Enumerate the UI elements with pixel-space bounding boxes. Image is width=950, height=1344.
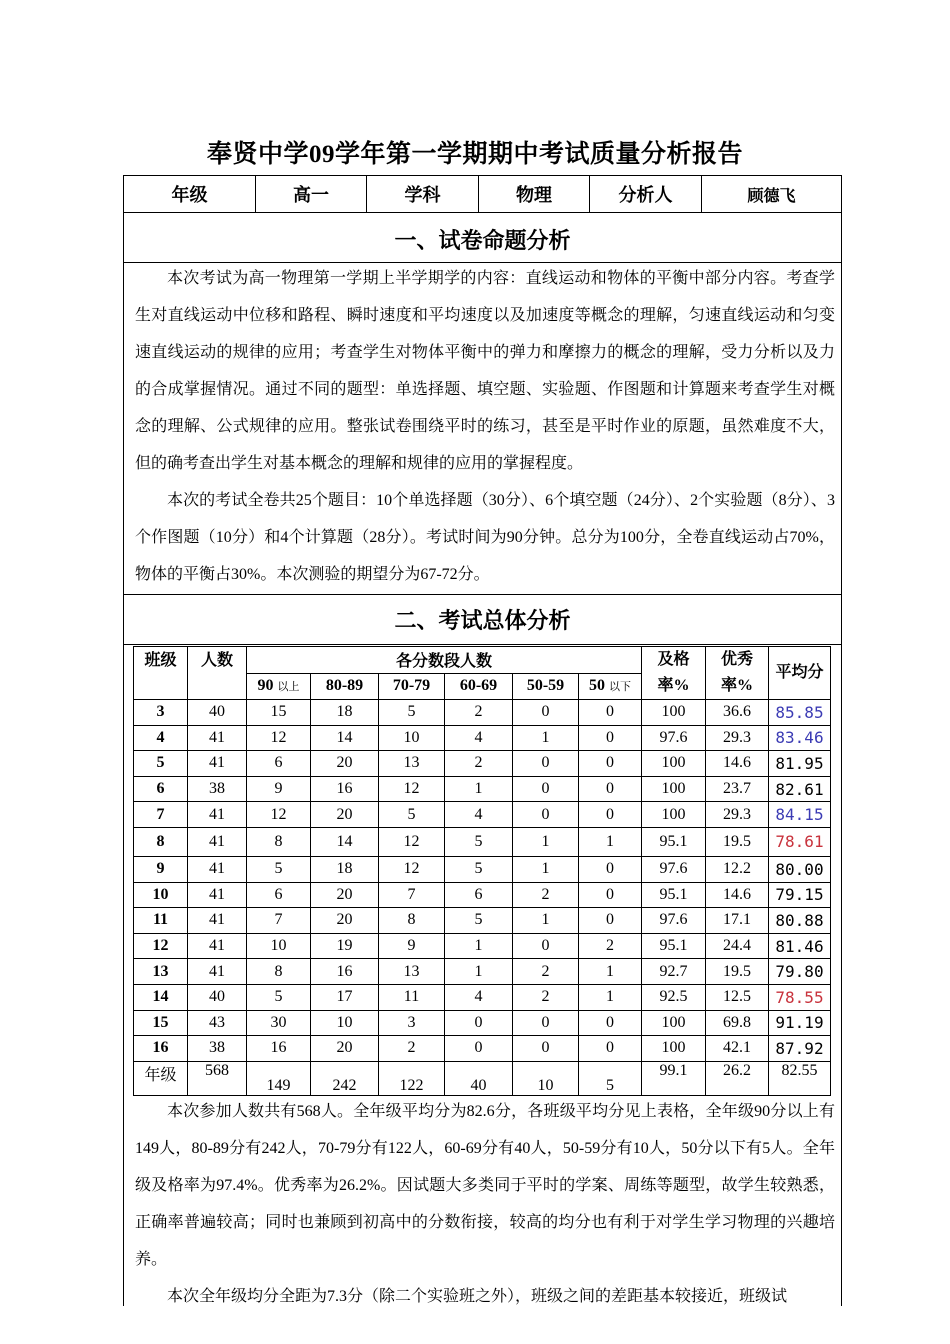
- table-row: [134, 827, 831, 856]
- band-70-79-cell: 11: [379, 984, 445, 1010]
- pass-rate-cell: 97.6: [642, 908, 706, 934]
- page-title: 奉贤中学09学年第一学期期中考试质量分析报告: [206, 141, 743, 168]
- pass-rate-cell: 100: [642, 1010, 706, 1036]
- pass-rate-cell: 95.1: [642, 882, 706, 908]
- band-70-79-cell: 12: [379, 856, 445, 882]
- table-row: [134, 959, 831, 985]
- average-cell: 85.85: [769, 700, 831, 726]
- header-band-90-up: [247, 673, 311, 700]
- band-60-69-cell: 4: [445, 725, 513, 751]
- band-60-69-cell: 5: [445, 827, 513, 856]
- class-cell: 6: [134, 776, 188, 802]
- band-80-89-cell: 20: [311, 908, 379, 934]
- band-90-up-cell: 16: [247, 1036, 311, 1062]
- pass-rate-cell: 92.5: [642, 984, 706, 1010]
- band-90-up-cell: 6: [247, 882, 311, 908]
- band-90-up-cell: 30: [247, 1010, 311, 1036]
- count-cell: 41: [188, 908, 247, 934]
- pass-rate-cell: 97.6: [642, 725, 706, 751]
- band-80-89-cell: 14: [311, 827, 379, 856]
- band-50-59-cell: 10: [513, 1061, 579, 1095]
- band-60-69-cell: 0: [445, 1010, 513, 1036]
- info-table: [124, 176, 841, 213]
- band-50-below-cell: 0: [579, 1036, 642, 1062]
- excellent-rate-cell: 42.1: [706, 1036, 769, 1062]
- band-suffix: 以上: [277, 681, 300, 694]
- header-band-50-59: 50-59: [513, 673, 579, 700]
- subject-value: 物理: [479, 176, 590, 213]
- average-cell: 82.61: [769, 776, 831, 802]
- table-row: [134, 1036, 831, 1062]
- band-50-below-cell: 2: [579, 933, 642, 959]
- band-50-59-cell: 0: [513, 1010, 579, 1036]
- band-70-79-cell: 12: [379, 776, 445, 802]
- band-60-69-cell: 0: [445, 1036, 513, 1062]
- average-cell: 80.88: [769, 908, 831, 934]
- band-80-89-cell: 20: [311, 882, 379, 908]
- count-cell: 41: [188, 856, 247, 882]
- band-60-69-cell: 4: [445, 984, 513, 1010]
- excellent-rate-cell: 14.6: [706, 882, 769, 908]
- table-row-total: [134, 1061, 831, 1095]
- band-70-79-cell: 13: [379, 751, 445, 777]
- band-value: 50: [589, 677, 605, 695]
- band-50-59-cell: 0: [513, 933, 579, 959]
- pass-rate-cell: 100: [642, 1036, 706, 1062]
- band-80-89-cell: 20: [311, 802, 379, 828]
- band-70-79-cell: 13: [379, 959, 445, 985]
- band-suffix: 以下: [609, 681, 631, 694]
- band-60-69-cell: 1: [445, 933, 513, 959]
- count-cell: 38: [188, 776, 247, 802]
- band-50-below-cell: 0: [579, 1010, 642, 1036]
- class-cell: 3: [134, 700, 188, 726]
- band-80-89-cell: 20: [311, 751, 379, 777]
- excellent-rate-cell: 29.3: [706, 725, 769, 751]
- table-row: [134, 984, 831, 1010]
- band-70-79-cell: 7: [379, 882, 445, 908]
- analyst-label: 分析人: [590, 176, 702, 213]
- pass-rate-cell: 100: [642, 776, 706, 802]
- average-cell: 78.61: [769, 827, 831, 856]
- class-cell: 10: [134, 882, 188, 908]
- section2-paragraph-2: 本次全年级均分全距为7.3分（除二个实验班之外），班级之间的差距基本较接近，班级试: [167, 1288, 788, 1305]
- count-cell: 40: [188, 700, 247, 726]
- band-70-79-cell: 10: [379, 725, 445, 751]
- band-80-89-cell: 18: [311, 700, 379, 726]
- header-count: 人数: [188, 647, 247, 700]
- header-pass-rate: 及格率%: [642, 647, 706, 700]
- subject-label: 学科: [367, 176, 479, 213]
- pass-rate-cell: 97.6: [642, 856, 706, 882]
- average-cell: 80.00: [769, 856, 831, 882]
- class-cell: 年级: [134, 1061, 188, 1095]
- band-90-up-cell: 12: [247, 802, 311, 828]
- band-90-up-cell: 8: [247, 827, 311, 856]
- average-cell: 78.55: [769, 984, 831, 1010]
- average-cell: 81.95: [769, 751, 831, 777]
- band-70-79-cell: 5: [379, 802, 445, 828]
- excellent-rate-cell: 23.7: [706, 776, 769, 802]
- band-60-69-cell: 4: [445, 802, 513, 828]
- band-50-59-cell: 0: [513, 751, 579, 777]
- count-cell: 41: [188, 725, 247, 751]
- table-row: [134, 856, 831, 882]
- band-90-up-cell: 5: [247, 984, 311, 1010]
- band-50-59-cell: 0: [513, 1036, 579, 1062]
- band-50-59-cell: 0: [513, 802, 579, 828]
- header-band-80-89: 80-89: [311, 673, 379, 700]
- count-cell: 41: [188, 959, 247, 985]
- score-table: [133, 646, 831, 1096]
- band-70-79-cell: 12: [379, 827, 445, 856]
- band-50-below-cell: 0: [579, 700, 642, 726]
- count-cell: 41: [188, 882, 247, 908]
- grade-label: 年级: [124, 176, 256, 213]
- class-cell: 14: [134, 984, 188, 1010]
- band-50-59-cell: 1: [513, 725, 579, 751]
- band-80-89-cell: 20: [311, 1036, 379, 1062]
- excellent-rate-cell: 26.2: [706, 1061, 769, 1095]
- band-60-69-cell: 2: [445, 700, 513, 726]
- band-80-89-cell: 17: [311, 984, 379, 1010]
- band-90-up-cell: 10: [247, 933, 311, 959]
- pass-rate-cell: 99.1: [642, 1061, 706, 1095]
- band-60-69-cell: 1: [445, 959, 513, 985]
- class-cell: 13: [134, 959, 188, 985]
- band-50-below-cell: 1: [579, 959, 642, 985]
- count-cell: 38: [188, 1036, 247, 1062]
- band-50-below-cell: 5: [579, 1061, 642, 1095]
- band-50-below-cell: 0: [579, 856, 642, 882]
- excellent-rate-cell: 36.6: [706, 700, 769, 726]
- class-cell: 11: [134, 908, 188, 934]
- band-50-below-cell: 0: [579, 908, 642, 934]
- count-cell: 43: [188, 1010, 247, 1036]
- band-70-79-cell: 8: [379, 908, 445, 934]
- band-50-59-cell: 2: [513, 984, 579, 1010]
- excellent-rate-cell: 12.5: [706, 984, 769, 1010]
- pass-rate-cell: 95.1: [642, 933, 706, 959]
- band-90-up-cell: 149: [247, 1061, 311, 1095]
- band-50-59-cell: 2: [513, 882, 579, 908]
- band-50-below-cell: 0: [579, 776, 642, 802]
- band-80-89-cell: 10: [311, 1010, 379, 1036]
- excellent-rate-cell: 29.3: [706, 802, 769, 828]
- average-cell: 79.15: [769, 882, 831, 908]
- band-70-79-cell: 9: [379, 933, 445, 959]
- average-cell: 83.46: [769, 725, 831, 751]
- grade-value: 高一: [256, 176, 367, 213]
- section2-paragraph-1: 本次参加人数共有568人。全年级平均分为82.6分，各班级平均分见上表格，全年级90分以上有149人，80-89分有242人，70-79分有122人，60-69分有40人，50-59分有10人，50分以下有5人。全年级及格率为97.4%。优秀率为26.2%。因试题大多类同于平时的学案、周练等题型，故学生较熟悉，正确率普遍较高；同时也兼顾到初高中的分数衔接，较高的均分也有利于对学生学习物理的兴趣培养。: [135, 1103, 835, 1268]
- class-cell: 16: [134, 1036, 188, 1062]
- table-row: [134, 802, 831, 828]
- band-70-79-cell: 2: [379, 1036, 445, 1062]
- band-90-up-cell: 7: [247, 908, 311, 934]
- band-80-89-cell: 16: [311, 959, 379, 985]
- band-80-89-cell: 18: [311, 856, 379, 882]
- band-60-69-cell: 6: [445, 882, 513, 908]
- excellent-rate-cell: 69.8: [706, 1010, 769, 1036]
- count-cell: 41: [188, 827, 247, 856]
- class-cell: 8: [134, 827, 188, 856]
- band-50-59-cell: 2: [513, 959, 579, 985]
- average-cell: 81.46: [769, 933, 831, 959]
- band-90-up-cell: 5: [247, 856, 311, 882]
- band-50-59-cell: 0: [513, 776, 579, 802]
- table-row: [134, 908, 831, 934]
- header-average: 平均分: [769, 647, 831, 700]
- table-row: [134, 751, 831, 777]
- class-cell: 15: [134, 1010, 188, 1036]
- average-cell: 79.80: [769, 959, 831, 985]
- pass-rate-cell: 95.1: [642, 827, 706, 856]
- table-row: [134, 700, 831, 726]
- class-cell: 4: [134, 725, 188, 751]
- class-cell: 9: [134, 856, 188, 882]
- header-band-60-69: 60-69: [445, 673, 513, 700]
- table-row: [134, 882, 831, 908]
- band-70-79-cell: 5: [379, 700, 445, 726]
- band-90-up-cell: 15: [247, 700, 311, 726]
- average-cell: 87.92: [769, 1036, 831, 1062]
- band-50-below-cell: 0: [579, 802, 642, 828]
- band-50-below-cell: 0: [579, 725, 642, 751]
- class-cell: 12: [134, 933, 188, 959]
- band-70-79-cell: 122: [379, 1061, 445, 1095]
- excellent-rate-cell: 19.5: [706, 827, 769, 856]
- band-90-up-cell: 12: [247, 725, 311, 751]
- count-cell: 568: [188, 1061, 247, 1095]
- analyst-value: 顾德飞: [702, 176, 842, 213]
- band-50-59-cell: 1: [513, 908, 579, 934]
- band-50-59-cell: 1: [513, 856, 579, 882]
- header-bands: 各分数段人数: [247, 647, 642, 674]
- average-cell: 84.15: [769, 802, 831, 828]
- band-90-up-cell: 8: [247, 959, 311, 985]
- pass-rate-cell: 92.7: [642, 959, 706, 985]
- band-80-89-cell: 14: [311, 725, 379, 751]
- average-cell: 82.55: [769, 1061, 831, 1095]
- excellent-rate-cell: 14.6: [706, 751, 769, 777]
- table-row: [134, 1010, 831, 1036]
- band-90-up-cell: 6: [247, 751, 311, 777]
- band-value: 90: [257, 677, 274, 695]
- band-60-69-cell: 5: [445, 908, 513, 934]
- band-50-59-cell: 1: [513, 827, 579, 856]
- band-60-69-cell: 2: [445, 751, 513, 777]
- section2-heading: 二、考试总体分析: [394, 608, 571, 633]
- pass-rate-cell: 100: [642, 751, 706, 777]
- band-50-below-cell: 0: [579, 751, 642, 777]
- table-row: [134, 776, 831, 802]
- section1-paragraph-2: 本次的考试全卷共25个题目：10个单选择题（30分）、6个填空题（24分）、2个实验题（8分）、3个作图题（10分）和4个计算题（28分）。考试时间为90分钟。总分为100分，全卷直线运动占70%，物体的平衡占30%。本次测验的期望分为67-72分。: [135, 492, 835, 583]
- band-50-below-cell: 1: [579, 984, 642, 1010]
- table-row: [134, 933, 831, 959]
- section2-body: [135, 1093, 835, 1315]
- band-60-69-cell: 40: [445, 1061, 513, 1095]
- count-cell: 40: [188, 984, 247, 1010]
- table-row: [134, 725, 831, 751]
- excellent-rate-cell: 12.2: [706, 856, 769, 882]
- section1-body: [135, 260, 835, 593]
- pass-rate-cell: 100: [642, 802, 706, 828]
- band-80-89-cell: 19: [311, 933, 379, 959]
- band-90-up-cell: 9: [247, 776, 311, 802]
- average-cell: 91.19: [769, 1010, 831, 1036]
- header-band-70-79: 70-79: [379, 673, 445, 700]
- band-70-79-cell: 3: [379, 1010, 445, 1036]
- count-cell: 41: [188, 751, 247, 777]
- header-band-50-below: [579, 673, 642, 700]
- header-class: 班级: [134, 647, 188, 700]
- report-frame: [123, 175, 842, 1306]
- excellent-rate-cell: 19.5: [706, 959, 769, 985]
- class-cell: 5: [134, 751, 188, 777]
- header-excellent-rate: 优秀率%: [706, 647, 769, 700]
- class-cell: 7: [134, 802, 188, 828]
- band-80-89-cell: 16: [311, 776, 379, 802]
- band-80-89-cell: 242: [311, 1061, 379, 1095]
- band-50-below-cell: 0: [579, 882, 642, 908]
- band-50-59-cell: 0: [513, 700, 579, 726]
- pass-rate-cell: 100: [642, 700, 706, 726]
- excellent-rate-cell: 24.4: [706, 933, 769, 959]
- divider: [124, 644, 841, 645]
- section1-heading: 一、试卷命题分析: [394, 228, 571, 253]
- band-50-below-cell: 1: [579, 827, 642, 856]
- count-cell: 41: [188, 933, 247, 959]
- divider: [124, 594, 841, 595]
- count-cell: 41: [188, 802, 247, 828]
- excellent-rate-cell: 17.1: [706, 908, 769, 934]
- band-60-69-cell: 1: [445, 776, 513, 802]
- section1-paragraph-1: 本次考试为高一物理第一学期上半学期学的内容：直线运动和物体的平衡中部分内容。考查学生对直线运动中位移和路程、瞬时速度和平均速度以及加速度等概念的理解，匀速直线运动和匀变速直线运动的规律的应用；考查学生对物体平衡中的弹力和摩擦力的概念的理解，受力分析以及力的合成掌握情况。通过不同的题型：单选择题、填空题、实验题、作图题和计算题来考查学生对概念的理解、公式规律的应用。整张试卷围绕平时的练习，甚至是平时作业的原题，虽然难度不大，但的确考查出学生对基本概念的理解和规律的应用的掌握程度。: [135, 270, 835, 472]
- band-60-69-cell: 5: [445, 856, 513, 882]
